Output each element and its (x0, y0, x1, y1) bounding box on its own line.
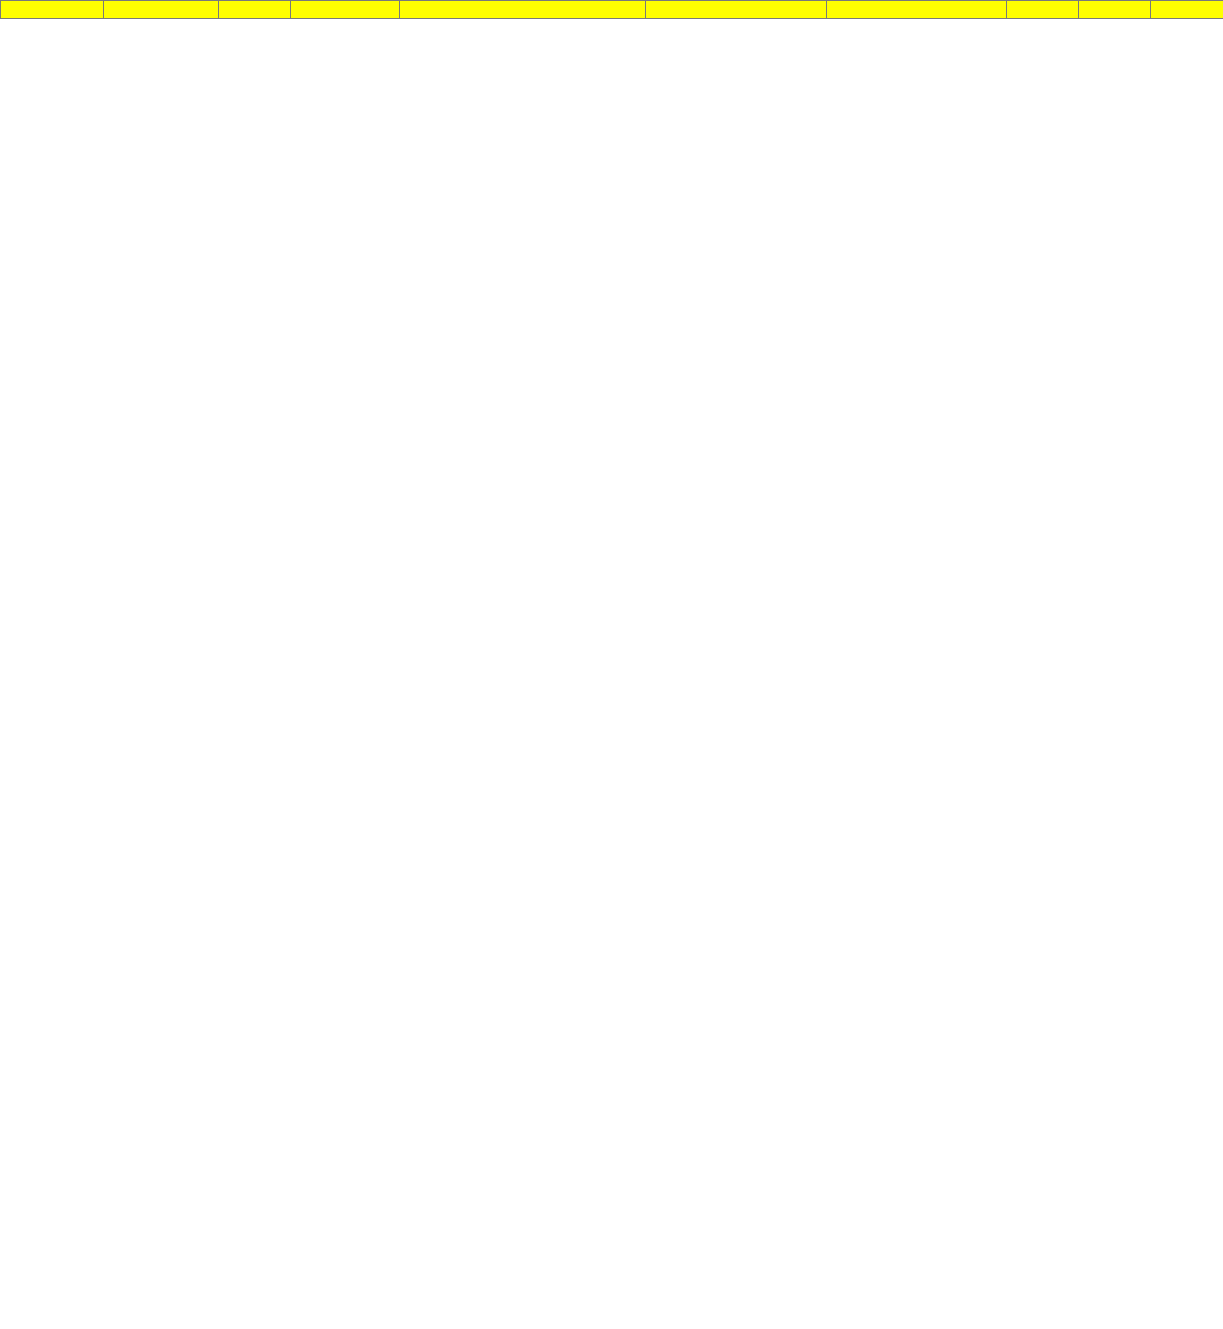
header-row (1, 1, 1223, 19)
header-case-title[interactable] (104, 1, 219, 19)
header-result[interactable] (1079, 1, 1151, 19)
header-expected[interactable] (827, 1, 1007, 19)
header-steps[interactable] (400, 1, 646, 19)
header-module[interactable] (219, 1, 291, 19)
header-test-data[interactable] (646, 1, 827, 19)
header-actual[interactable] (1007, 1, 1079, 19)
test-case-table (0, 0, 1223, 19)
header-case-id[interactable] (1, 1, 104, 19)
header-precondition[interactable] (291, 1, 400, 19)
header-priority[interactable] (1151, 1, 1223, 19)
